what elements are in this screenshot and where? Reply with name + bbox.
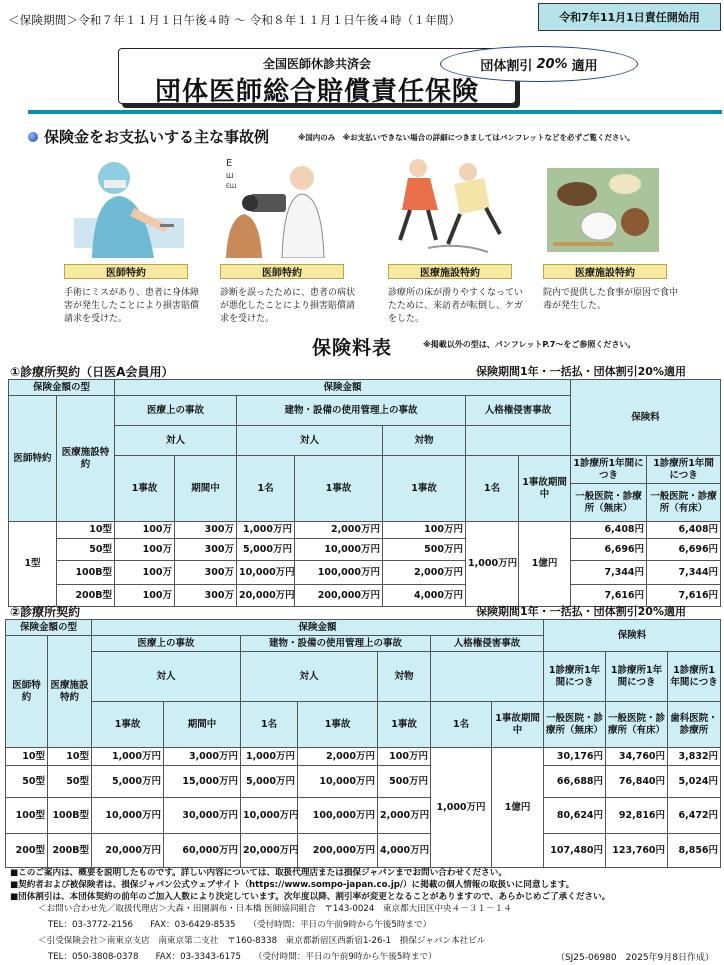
insurance-period: ＜保険期間＞令和７年１１月１日午後４時 ～ 令和８年１１月１日午後４時（１年間）: [8, 13, 461, 27]
col-per-accident: 1事故: [378, 702, 431, 748]
case-label: 医療施設特約: [388, 264, 512, 279]
col-per-period: 期間中: [164, 702, 241, 748]
doctor-type: 1型: [9, 522, 57, 607]
svg-text:Ш: Ш: [226, 172, 234, 180]
header-facility-accident: 建物・設備の使用管理上の事故: [241, 636, 431, 652]
footer-line: ■このご案内は、概要を説明したものです。詳しい内容については、取扱代理店または損保ジャパンまでお問い合わせください。: [10, 868, 507, 878]
case-description: 診療所の床が滑りやすくなっていたために、来訪者が転倒し、ケガをした。: [388, 288, 524, 324]
case-example: [543, 148, 693, 313]
table-row: 50型 50型 5,000万円 15,000万円 5,000万円 10,000万円 500万円 66,688円 76,840円 5,024円: [6, 766, 721, 798]
header-amount-type: 保険金額の型: [9, 380, 115, 396]
organizer-name: 全国医師休診共済会: [262, 57, 371, 71]
discount-suffix: 適用: [571, 58, 598, 74]
col-per-clinic-year: 1診療所1年間につき: [544, 652, 606, 702]
table1-note: 保険期間1年・一括払・団体割引20%適用: [476, 365, 686, 378]
col-accident-period: 1事故期間中: [492, 702, 544, 748]
header-facility-rider: 医療施設特約: [57, 396, 115, 522]
col-per-clinic-year: 1診療所1年間につき: [668, 652, 721, 702]
header-doctor-rider: 医師特約: [6, 636, 48, 748]
header-bodily: 対人: [115, 426, 237, 456]
premium-table-2: [5, 619, 721, 868]
case-label: 医師特約: [64, 264, 188, 279]
hospital-meal-illustration-icon: [543, 148, 693, 258]
col-per-person: 1名: [241, 702, 298, 748]
fee-table-note: ※掲載以外の型は、パンフレットP.7～をご参照ください。: [423, 340, 636, 349]
eye-exam-illustration-icon: [220, 148, 370, 258]
discount-value: 20%: [536, 56, 568, 72]
contact-agency-phone: TEL：03-3772-2156 FAX：03-6429-8535 （受付時間：平日の午前9時から午後5時まで）: [48, 920, 432, 930]
accent-bar: [28, 110, 722, 114]
footer-notes: [10, 867, 610, 963]
case-description: 手術にミスがあり、患者に身体障害が発生したことにより損害賠償請求を受けた。: [64, 288, 200, 324]
personal-rights-per-person: 1,000万円: [466, 522, 519, 607]
header-bodily-2: 対人: [237, 426, 383, 456]
table-row: 100型 100B型 10,000万円 30,000万円 10,000万円 100,000万円 2,000万円 80,624円 92,816円 6,472円: [6, 798, 721, 834]
header-facility-rider: 医療施設特約: [48, 636, 92, 748]
table-row: 50型 100万 300万 5,000万円 10,000万円 500万円 6,696円 6,696円: [9, 539, 721, 561]
case-example: [64, 148, 214, 326]
col-per-clinic-year: 1診療所1年間につき: [606, 652, 668, 702]
col-per-clinic-year: 1診療所1年間につき: [571, 456, 647, 484]
case-description: 院内で提供した食事が原因で食中毒が発生した。: [543, 288, 679, 311]
cases-note: ※国内のみ ※お支払いできない場合の詳細につきましてはパンフレットなどを必ずご覧ください。: [298, 133, 635, 142]
svg-text:E: E: [226, 158, 233, 169]
table-row: 10型 10型 1,000万円 3,000万円 1,000万円 2,000万円 100万円 1,000万円 1億円 30,176円 34,760円 3,832円: [6, 748, 721, 766]
header-insured-amount: 保険金額: [92, 620, 544, 636]
col-per-accident: 1事故: [115, 456, 175, 522]
header-personal-rights: 人格権侵害事故: [431, 636, 544, 652]
discount-prefix: 団体割引: [480, 58, 533, 74]
header-medical-accident: 医療上の事故: [115, 396, 237, 426]
table1-title: ①診療所契約（日医A会員用）: [10, 365, 174, 379]
col-dental-clinic: 歯科医院・診療所: [668, 702, 721, 748]
premium-table-1: [8, 379, 721, 607]
col-clinic-no-bed: 一般医院・診療所（無床）: [544, 702, 606, 748]
case-example: [220, 148, 370, 326]
discount-badge: [440, 46, 638, 82]
col-per-period: 期間中: [175, 456, 237, 522]
case-example: [388, 148, 538, 326]
header-amount-type: 保険金額の型: [6, 620, 92, 636]
header-doctor-rider: 医師特約: [9, 396, 57, 522]
table2-title: ②診療所契約: [10, 605, 81, 619]
col-per-person: 1名: [237, 456, 295, 522]
table-row: 100B型 100万 300万 10,000万円 100,000万円 2,000万円 7,344円 7,344円: [9, 561, 721, 585]
surgery-illustration-icon: [64, 148, 214, 258]
header-premium: 保険料: [544, 620, 721, 652]
case-label: 医師特約: [220, 264, 344, 279]
document-code: （SJ25-06980 2025年9月8日作成）: [555, 953, 714, 963]
col-per-accident: 1事故: [92, 702, 164, 748]
col-per-accident: 1事故: [298, 702, 378, 748]
table-row: 1型 10型 100万 300万 1,000万円 2,000万円 100万円 1,000万円 1億円 6,408円 6,408円: [9, 522, 721, 539]
col-accident-period: 1事故期間中: [519, 456, 571, 522]
personal-rights-per-person: 1,000万円: [431, 748, 492, 868]
header-property: 対物: [378, 652, 431, 702]
header-property: 対物: [383, 426, 466, 456]
table-row: 200B型 100万 300万 20,000万円 200,000万円 4,000万円 7,616円 7,616円: [9, 585, 721, 607]
case-label: 医療施設特約: [543, 264, 667, 279]
col-per-accident: 1事故: [295, 456, 383, 522]
cases-heading: 保険金をお支払いする主な事故例: [28, 126, 269, 147]
table2-note: 保険期間1年・一括払・団体割引20%適用: [476, 605, 686, 618]
col-per-person: 1名: [466, 456, 519, 522]
slip-fall-illustration-icon: [388, 148, 538, 258]
svg-text:ЕШ: ЕШ: [226, 183, 237, 190]
case-description: 診断を誤ったために、患者の病状が悪化したことにより損害賠償請求を受けた。: [220, 288, 356, 324]
col-per-accident: 1事故: [383, 456, 466, 522]
col-clinic-no-bed: 一般医院・診療所（無床）: [571, 484, 647, 522]
personal-rights-per-period: 1億円: [492, 748, 544, 868]
header-bodily: 対人: [92, 652, 241, 702]
fee-table-title: 保険料表: [312, 337, 393, 359]
bullet-icon: [28, 132, 38, 142]
contact-insurer-phone: TEL：050-3808-0378 FAX：03-3343-6175 （受付時間：平日の午前9時から午後5時まで）: [48, 952, 437, 962]
contact-agency: ＜お問い合わせ先／取扱代理店＞大森・田園調布・日本橋 医師協同組合 〒143-0024 東京都大田区中央４－３１－１４: [38, 904, 512, 914]
contact-insurer: ＜引受保険会社＞南東京支店 南東京第二支社 〒160-8338 東京都新宿区西新宿1-26-1 損保ジャパン本社ビル: [38, 936, 486, 946]
col-clinic-with-bed: 一般医院・診療所（有床）: [606, 702, 668, 748]
header-insured-amount: 保険金額: [115, 380, 571, 396]
start-date-badge: 令和7年11月1日責任開始用: [538, 3, 721, 31]
header-premium: 保険料: [571, 380, 721, 456]
header-bodily-2: 対人: [241, 652, 378, 702]
footer-line: ■契約者および被保険者は、損保ジャパン公式ウェブサイト（https://www.sompo-japan.co.jp/）に掲載の個人情報の取扱いに同意します。: [10, 880, 575, 890]
col-per-person: 1名: [431, 702, 492, 748]
col-clinic-with-bed: 一般医院・診療所（有床）: [647, 484, 721, 522]
col-per-clinic-year: 1診療所1年間につき: [647, 456, 721, 484]
header-personal-rights: 人格権侵害事故: [466, 396, 571, 426]
header-facility-accident: 建物・設備の使用管理上の事故: [237, 396, 466, 426]
page-title: 団体医師総合賠償責任保険: [154, 77, 479, 107]
footer-line: ■団体割引は、本団体契約の前年のご加入人数により決定しています。次年度以降、割引率が変更となることがありますので、あらかじめご了承ください。: [10, 892, 611, 902]
personal-rights-per-period: 1億円: [519, 522, 571, 607]
table-row: 200型 200B型 20,000万円 60,000万円 20,000万円 200,000万円 4,000万円 107,480円 123,760円 8,856円: [6, 834, 721, 868]
header-medical-accident: 医療上の事故: [92, 636, 241, 652]
